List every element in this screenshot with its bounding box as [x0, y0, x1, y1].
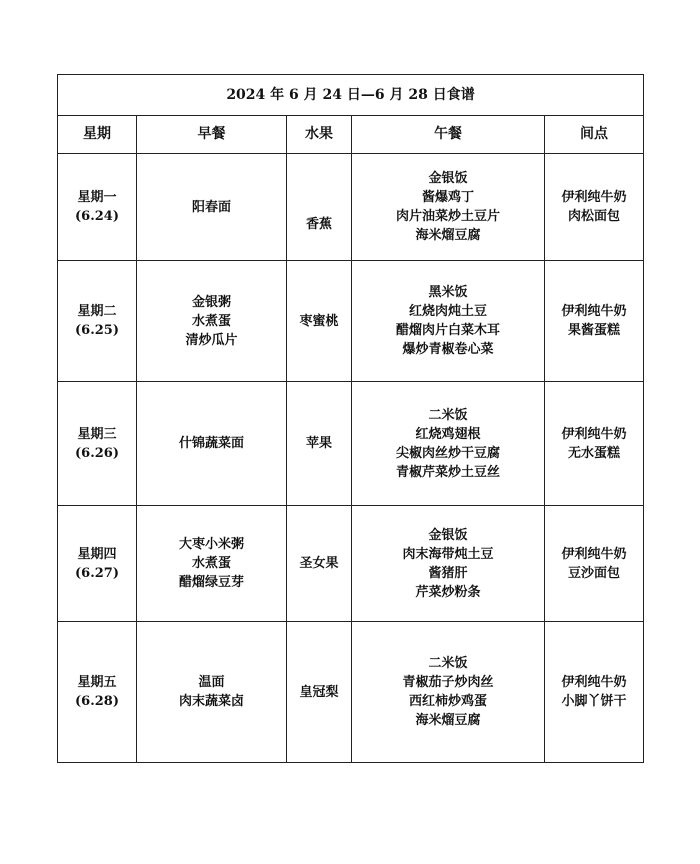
day-date: (6.27)	[75, 565, 119, 581]
lunch-cell	[352, 506, 545, 622]
day-name: 星期二	[77, 304, 117, 319]
lunch-item: 芹菜炒粉条	[415, 584, 481, 600]
day-date: (6.26)	[75, 445, 119, 461]
lunch-item: 红烧肉炖土豆	[408, 304, 487, 319]
column-header-breakfast: 早餐	[137, 116, 287, 154]
snack-item: 伊利纯牛奶	[561, 675, 627, 690]
day-cell	[58, 382, 137, 506]
column-header-fruit: 水果	[287, 116, 352, 154]
snack-cell	[545, 261, 644, 382]
snack-item: 伊利纯牛奶	[561, 304, 627, 319]
breakfast-cell	[137, 506, 287, 622]
snack-cell	[545, 154, 644, 261]
fruit-item: 皇冠梨	[299, 684, 339, 700]
snack-item: 伊利纯牛奶	[561, 426, 627, 442]
lunch-item: 红烧鸡翅根	[415, 426, 481, 442]
snack-item: 小脚丫饼干	[561, 694, 627, 709]
fruit-item: 苹果	[305, 436, 332, 451]
snack-item: 果酱蛋糕	[568, 323, 621, 338]
breakfast-item: 水煮蛋	[191, 313, 231, 329]
fruit-cell	[287, 382, 352, 506]
day-name: 星期五	[77, 675, 117, 690]
lunch-item: 青椒茄子炒肉丝	[402, 675, 494, 690]
snack-cell	[545, 506, 644, 622]
table-row	[58, 261, 644, 382]
lunch-item: 青椒芹菜炒土豆丝	[395, 464, 500, 480]
fruit-cell	[287, 154, 352, 261]
lunch-item: 二米饭	[428, 656, 468, 671]
breakfast-cell	[137, 382, 287, 506]
breakfast-cell	[137, 154, 287, 261]
header-row	[58, 116, 644, 154]
lunch-item: 肉末海带炖土豆	[402, 546, 494, 562]
day-name: 星期一	[77, 190, 117, 205]
day-date: (6.24)	[75, 209, 119, 224]
lunch-cell	[352, 382, 545, 506]
day-name: 星期三	[77, 426, 117, 442]
table-row	[58, 506, 644, 622]
menu-title: 2024 年 6 月 24 日—6 月 28 日食谱	[58, 75, 644, 116]
breakfast-item: 清炒瓜片	[185, 332, 238, 348]
day-cell	[58, 506, 137, 622]
lunch-item: 爆炒青椒卷心菜	[402, 342, 494, 357]
table-row	[58, 382, 644, 506]
lunch-cell	[352, 261, 545, 382]
breakfast-item: 金银粥	[191, 294, 231, 310]
fruit-cell	[287, 506, 352, 622]
lunch-item: 金银饭	[428, 527, 468, 543]
breakfast-cell	[137, 261, 287, 382]
lunch-cell	[352, 622, 545, 763]
menu-table	[57, 74, 644, 763]
lunch-item: 西红柿炒鸡蛋	[408, 694, 487, 709]
lunch-item: 酱猪肝	[428, 565, 468, 581]
lunch-item: 醋熘肉片白菜木耳	[395, 323, 500, 338]
snack-item: 无水蛋糕	[568, 445, 621, 461]
breakfast-item: 阳春面	[191, 199, 231, 215]
fruit-cell	[287, 622, 352, 763]
snack-cell	[545, 622, 644, 763]
breakfast-item: 什锦蔬菜面	[178, 436, 244, 451]
day-cell	[58, 154, 137, 261]
fruit-item: 香蕉	[305, 217, 332, 232]
day-name: 星期四	[77, 546, 117, 562]
day-date: (6.25)	[75, 323, 119, 338]
lunch-item: 海米熘豆腐	[415, 713, 481, 728]
table-row	[58, 622, 644, 763]
column-header-day: 星期	[58, 116, 137, 154]
fruit-item: 枣蜜桃	[299, 313, 339, 329]
lunch-item: 金银饭	[428, 171, 468, 186]
snack-item: 伊利纯牛奶	[561, 546, 627, 562]
day-cell	[58, 261, 137, 382]
snack-item: 豆沙面包	[568, 565, 621, 581]
day-date: (6.28)	[75, 694, 119, 709]
fruit-item: 圣女果	[299, 556, 339, 571]
breakfast-item: 温面	[198, 675, 225, 690]
lunch-cell	[352, 154, 545, 261]
lunch-item: 二米饭	[428, 407, 468, 423]
title-row	[58, 75, 644, 116]
lunch-item: 酱爆鸡丁	[421, 190, 474, 205]
lunch-item: 尖椒肉丝炒干豆腐	[395, 445, 500, 461]
snack-item: 肉松面包	[568, 209, 621, 224]
day-cell	[58, 622, 137, 763]
fruit-cell	[287, 261, 352, 382]
breakfast-item: 水煮蛋	[191, 556, 231, 571]
lunch-item: 黑米饭	[428, 285, 468, 300]
snack-cell	[545, 382, 644, 506]
breakfast-item: 醋熘绿豆芽	[178, 575, 244, 590]
column-header-snack: 间点	[545, 116, 644, 154]
lunch-item: 肉片油菜炒土豆片	[395, 209, 500, 224]
breakfast-item: 大枣小米粥	[178, 537, 244, 552]
table-row	[58, 154, 644, 261]
lunch-item: 海米熘豆腐	[415, 228, 481, 243]
breakfast-cell	[137, 622, 287, 763]
column-header-lunch: 午餐	[352, 116, 545, 154]
snack-item: 伊利纯牛奶	[561, 190, 627, 205]
breakfast-item: 肉末蔬菜卤	[178, 694, 244, 709]
